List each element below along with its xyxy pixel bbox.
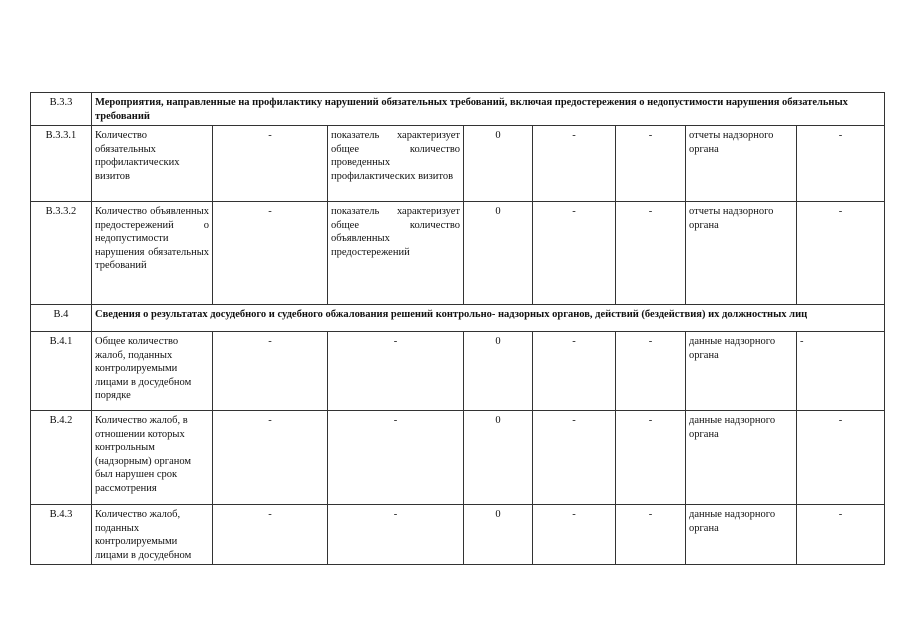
indicator-name: Количество жалоб, в отношении которых контрольным (надзорным) органом был нарушен срок рассмотрения [92, 411, 213, 505]
indicator-comment: - [328, 411, 464, 505]
deviation-cell: - [616, 126, 686, 202]
table-row [31, 505, 885, 565]
indicators-table [30, 92, 885, 565]
value-cell: 0 [464, 332, 533, 411]
formula-cell: - [213, 202, 328, 305]
deviation-cell: - [616, 411, 686, 505]
indicator-name: Общее количество жалоб, поданных контролируемыми лицами в досудебном порядке [92, 332, 213, 411]
note-cell: - [797, 126, 885, 202]
row-code: В.4.1 [31, 332, 92, 411]
value-cell: 0 [464, 505, 533, 565]
indicator-comment: - [328, 505, 464, 565]
target-cell: - [533, 126, 616, 202]
indicator-comment: - [328, 332, 464, 411]
row-code: В.4.3 [31, 505, 92, 565]
section-title: Мероприятия, направленные на профилактику нарушений обязательных требований, включая предостережения о недопустимости нарушения обязательных требований [92, 93, 885, 126]
section-row [31, 305, 885, 332]
data-source: отчеты надзорного органа [686, 126, 797, 202]
table-row [31, 411, 885, 505]
row-code: В.4.2 [31, 411, 92, 505]
formula-cell: - [213, 332, 328, 411]
target-cell: - [533, 202, 616, 305]
deviation-cell: - [616, 332, 686, 411]
formula-cell: - [213, 411, 328, 505]
note-cell: - [797, 202, 885, 305]
indicator-name: Количество обязательных профилактических визитов [92, 126, 213, 202]
data-source: данные надзорного органа [686, 411, 797, 505]
note-cell: - [797, 505, 885, 565]
deviation-cell: - [616, 505, 686, 565]
indicator-comment: показатель характеризует общее количество проведенных профилактических визитов [328, 126, 464, 202]
section-code: В.4 [31, 305, 92, 332]
value-cell: 0 [464, 411, 533, 505]
table-row [31, 126, 885, 202]
value-cell: 0 [464, 202, 533, 305]
section-code: В.3.3 [31, 93, 92, 126]
target-cell: - [533, 332, 616, 411]
row-code: В.3.3.1 [31, 126, 92, 202]
note-cell: - [797, 332, 885, 411]
value-cell: 0 [464, 126, 533, 202]
formula-cell: - [213, 126, 328, 202]
section-row [31, 93, 885, 126]
data-source: отчеты надзорного органа [686, 202, 797, 305]
indicator-name: Количество жалоб, поданных контролируемыми лицами в досудебном [92, 505, 213, 565]
table-row [31, 332, 885, 411]
target-cell: - [533, 505, 616, 565]
indicator-comment: показатель характеризует общее количество объявленных предостережений [328, 202, 464, 305]
note-cell: - [797, 411, 885, 505]
formula-cell: - [213, 505, 328, 565]
deviation-cell: - [616, 202, 686, 305]
row-code: В.3.3.2 [31, 202, 92, 305]
indicator-name: Количество объявленных предостережений о недопустимости нарушения обязательных требований [92, 202, 213, 305]
data-source: данные надзорного органа [686, 505, 797, 565]
table-row [31, 202, 885, 305]
data-source: данные надзорного органа [686, 332, 797, 411]
target-cell: - [533, 411, 616, 505]
section-title: Сведения о результатах досудебного и судебного обжалования решений контрольно- надзорных органов, действий (бездействия) их должностных лиц [92, 305, 885, 332]
